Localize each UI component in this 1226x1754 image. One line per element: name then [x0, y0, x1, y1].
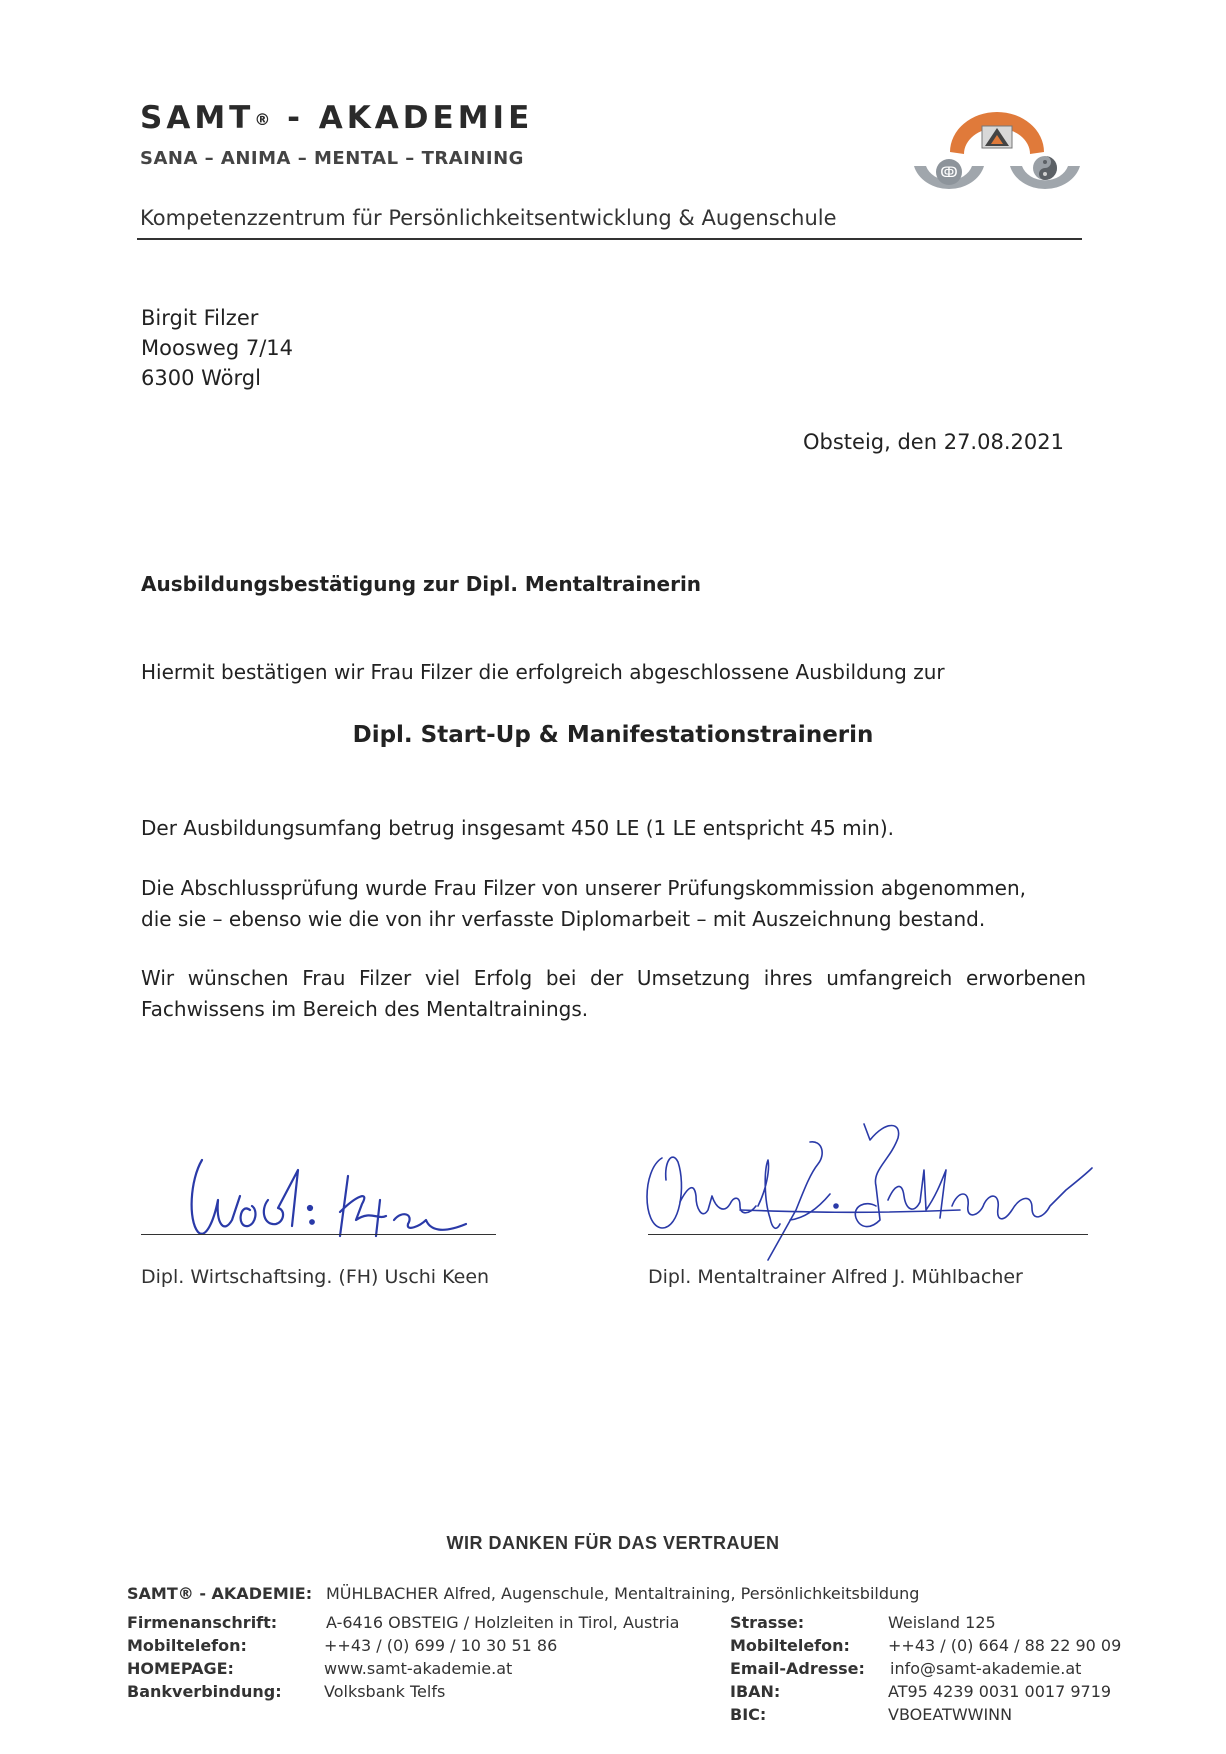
footer-bic-value: VBOEATWWINN [888, 1705, 1013, 1724]
brand-subtitle: SANA – ANIMA – MENTAL – TRAINING [140, 148, 524, 169]
paragraph-wish-line1: Wir wünschen Frau Filzer viel Erfolg bei der Umsetzung ihres umfangreich erworbenen [141, 966, 1086, 990]
paragraph-scope: Der Ausbildungsumfang betrug insgesamt 450 LE (1 LE entspricht 45 min). [141, 816, 894, 840]
signature-caption-left: Dipl. Wirtschaftsing. (FH) Uschi Keen [141, 1266, 490, 1288]
brand-name: SAMT [140, 100, 255, 136]
letter-intro: Hiermit bestätigen wir Frau Filzer die erfolgreich abgeschlossene Ausbildung zur [141, 660, 945, 684]
recipient-street: Moosweg 7/14 [141, 336, 294, 360]
signature-line-right [648, 1234, 1088, 1235]
footer-bank-label: Bankverbindung: [127, 1682, 282, 1701]
footer-thanks: WIR DANKEN FÜR DAS VERTRAUEN [446, 1533, 780, 1553]
letter-date: Obsteig, den 27.08.2021 [803, 430, 1064, 454]
footer-mobile2-value: ++43 / (0) 664 / 88 22 90 09 [888, 1636, 1122, 1655]
footer-email-label: Email-Adresse: [730, 1659, 865, 1678]
letter-subject: Ausbildungsbestätigung zur Dipl. Mentaltrainerin [141, 572, 702, 596]
footer-iban-label: IBAN: [730, 1682, 781, 1701]
footer-mobile-value: ++43 / (0) 699 / 10 30 51 86 [324, 1636, 558, 1655]
footer-org-label: SAMT® - AKADEMIE: [127, 1584, 313, 1603]
footer-org-value: MÜHLBACHER Alfred, Augenschule, Mentaltraining, Persönlichkeitsbildung [326, 1584, 920, 1603]
signature-caption-right: Dipl. Mentaltrainer Alfred J. Mühlbacher [648, 1266, 1023, 1288]
footer-street-label: Strasse: [730, 1613, 805, 1632]
paragraph-exam-line1: Die Abschlussprüfung wurde Frau Filzer von unserer Prüfungskommission abgenommen, [141, 876, 1026, 900]
footer-email-link[interactable]: info@samt-akademie.at [890, 1659, 1082, 1678]
header-divider [137, 238, 1082, 240]
footer-address-label: Firmenanschrift: [127, 1613, 278, 1632]
svg-text:ↂ: ↂ [940, 165, 958, 181]
footer-mobile-label: Mobiltelefon: [127, 1636, 247, 1655]
signature-line-left [141, 1234, 496, 1235]
footer-homepage-label: HOMEPAGE: [127, 1659, 234, 1678]
footer-homepage-link[interactable]: www.samt-akademie.at [324, 1659, 513, 1678]
samt-logo-icon [912, 104, 1082, 214]
paragraph-wish-line2: Fachwissens im Bereich des Mentaltrainings. [141, 997, 589, 1021]
registered-mark: ® [254, 110, 273, 129]
brand-title [140, 100, 533, 136]
signature-muehlbacher [640, 1110, 1100, 1290]
paragraph-exam-line2: die sie – ebenso wie die von ihr verfasste Diplomarbeit – mit Auszeichnung bestand. [141, 907, 986, 931]
footer-address-value: A-6416 OBSTEIG / Holzleiten in Tirol, Austria [326, 1613, 680, 1632]
footer-bank-value: Volksbank Telfs [324, 1682, 446, 1701]
brand-tagline: Kompetenzzentrum für Persönlichkeitsentwicklung & Augenschule [140, 206, 837, 230]
recipient-city: 6300 Wörgl [141, 366, 261, 390]
footer-street-value: Weisland 125 [888, 1613, 996, 1632]
recipient-name: Birgit Filzer [141, 306, 259, 330]
footer-iban-value: AT95 4239 0031 0017 9719 [888, 1682, 1112, 1701]
certificate-title: Dipl. Start-Up & Manifestationstrainerin [352, 722, 874, 748]
footer-bic-label: BIC: [730, 1705, 767, 1724]
paragraph-exam [141, 873, 1086, 935]
paragraph-wish [141, 963, 1086, 1025]
footer-mobile2-label: Mobiltelefon: [730, 1636, 850, 1655]
brand-suffix: - AKADEMIE [272, 100, 534, 136]
